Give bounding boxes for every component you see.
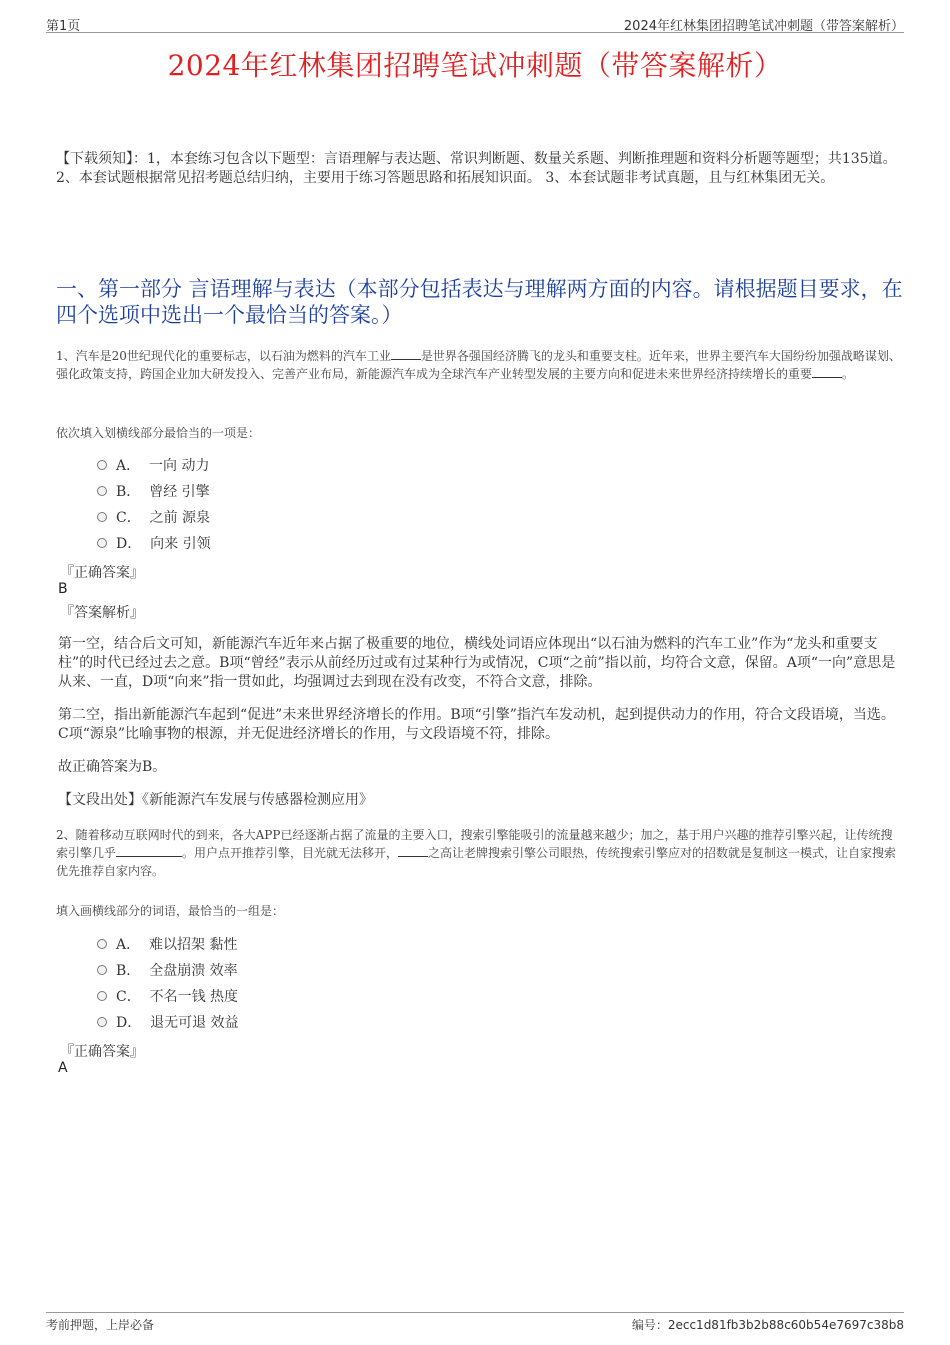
document-code: 编号：2ecc1d81fb3b2b88c60b54e7697c38b8 bbox=[631, 1318, 904, 1332]
blank bbox=[116, 844, 182, 857]
correct-answer: B bbox=[58, 581, 68, 597]
analysis-label: 『答案解析』 bbox=[60, 605, 144, 621]
text-source: 【文段出处】《新能源汽车发展与传感器检测应用》 bbox=[58, 792, 373, 808]
option-a[interactable]: A． 一向 动力 bbox=[97, 452, 497, 478]
option-a[interactable]: A． 难以招架 黏性 bbox=[97, 931, 497, 957]
question-2-options bbox=[97, 931, 497, 1035]
analysis-paragraph-2: 第二空，指出新能源汽车起到“促进”未来世界经济增长的作用。B项“引擎”指汽车发动机，起到提供动力的作用，符合文段语境，当选。C项“源泉”比喻事物的根源，并无促进经济增长的作用，与文段语境不符，排除。 bbox=[58, 707, 895, 742]
question-1-prompt: 依次填入划横线部分最恰当的一项是： bbox=[56, 426, 261, 440]
footer-slogan: 考前押题，上岸必备 bbox=[46, 1318, 155, 1332]
option-c[interactable]: C． 不名一钱 热度 bbox=[97, 983, 497, 1009]
radio-icon[interactable] bbox=[97, 538, 107, 548]
radio-icon[interactable] bbox=[97, 460, 107, 470]
section-title: 一、第一部分 言语理解与表达（本部分包括表达与理解两方面的内容。请根据题目要求，在四个选项中选出一个最恰当的答案。） bbox=[56, 277, 903, 327]
question-1-options bbox=[97, 452, 497, 556]
document-title: 2024年红林集团招聘笔试冲刺题（带答案解析） bbox=[167, 49, 783, 82]
radio-icon[interactable] bbox=[97, 991, 107, 1001]
correct-answer-label: 『正确答案』 bbox=[60, 565, 144, 581]
option-c[interactable]: C． 之前 源泉 bbox=[97, 504, 497, 530]
page-number: 第1页 bbox=[46, 19, 81, 34]
analysis-conclusion: 故正确答案为B。 bbox=[58, 759, 167, 775]
option-b[interactable]: B． 曾经 引擎 bbox=[97, 478, 497, 504]
radio-icon[interactable] bbox=[97, 965, 107, 975]
radio-icon[interactable] bbox=[97, 512, 107, 522]
option-b[interactable]: B． 全盘崩溃 效率 bbox=[97, 957, 497, 983]
blank bbox=[398, 844, 428, 857]
radio-icon[interactable] bbox=[97, 486, 107, 496]
question-1-text: 1、汽车是20世纪现代化的重要标志，以石油为燃料的汽车工业 是世界各强国经济腾飞的龙头和重要支柱。近年来，世界主要汽车大国纷纷加强战略谋划、强化政策支持，跨国企业加大研发投入、完善产业布局，新能源汽车成为全球汽车产业转型发展的主要方向和促进未来世界经济持续增长的重要 。 bbox=[56, 349, 901, 381]
option-d[interactable]: D． 退无可退 效益 bbox=[97, 1009, 497, 1035]
page-header bbox=[46, 14, 904, 33]
page-footer bbox=[46, 1312, 904, 1333]
radio-icon[interactable] bbox=[97, 939, 107, 949]
correct-answer-label: 『正确答案』 bbox=[60, 1044, 144, 1060]
header-doc-title: 2024年红林集团招聘笔试冲刺题（带答案解析） bbox=[623, 19, 904, 34]
option-d[interactable]: D． 向来 引领 bbox=[97, 530, 497, 556]
download-notice: 【下载须知】：1，本套练习包含以下题型：言语理解与表达题、常识判断题、数量关系题、判断推理题和资料分析题等题型；共135道。 2、本套试题根据常见招考题总结归纳，主要用于练习答题思路和拓展知识面。 3、本套试题非考试真题，且与红林集团无关。 bbox=[56, 151, 897, 186]
analysis-paragraph-1: 第一空，结合后文可知，新能源汽车近年来占据了极重要的地位，横线处词语应体现出“以石油为燃料的汽车工业”作为“龙头和重要支柱”的时代已经过去之意。B项“曾经”表示从前经历过或有过某种行为或情况，C项“之前”指以前，均符合文意，保留。A项“一向”意思是从来、一直，D项“向来”指一贯如此，均强调过去到现在没有改变，不符合文意，排除。 bbox=[58, 636, 896, 690]
blank bbox=[812, 365, 842, 378]
blank bbox=[391, 347, 421, 360]
correct-answer: A bbox=[58, 1060, 68, 1076]
question-2-prompt: 填入画横线部分的词语，最恰当的一组是： bbox=[56, 904, 285, 918]
question-2-text: 2、随着移动互联网时代的到来，各大APP已经逐渐占据了流量的主要入口，搜索引擎能吸引的流量越来越少；加之，基于用户兴趣的推荐引擎兴起，让传统搜索引擎几乎 。用户点开推荐引擎，目光就无法移开， 之高让老牌搜索引擎公司眼热，传统搜索引擎应对的招数就是复制这一模式，让自家搜索优先推荐自家内容。 bbox=[56, 828, 897, 878]
radio-icon[interactable] bbox=[97, 1017, 107, 1027]
